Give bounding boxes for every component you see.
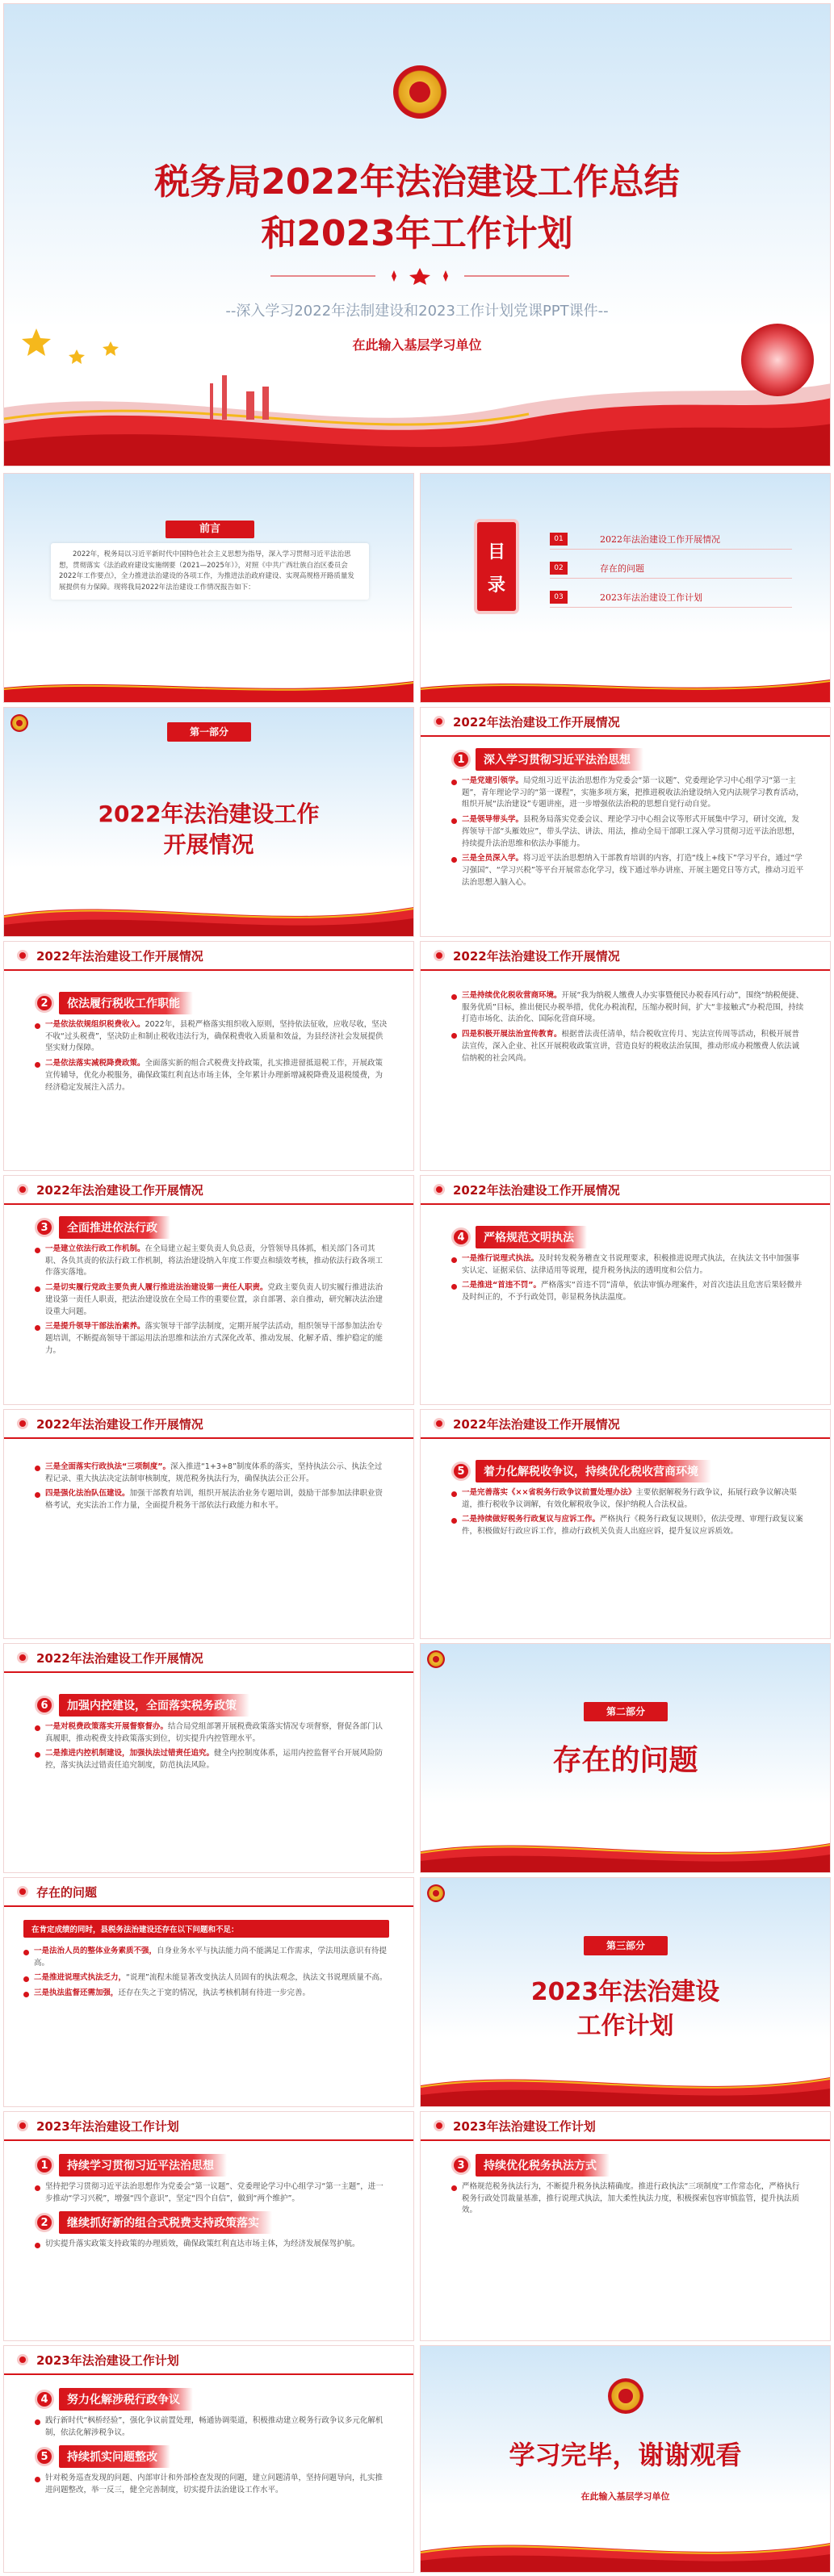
content-slide-s6 [3, 1409, 414, 1639]
bullet-dot-icon [35, 1466, 40, 1471]
section-heading [35, 2445, 389, 2468]
bullet-item [451, 1029, 806, 1064]
bullet-item [35, 1282, 389, 1318]
section-heading [35, 2211, 389, 2234]
slide-header [4, 1878, 413, 1907]
bullet-dot-icon [451, 1491, 457, 1497]
section-title: 加强内控建设，全面落实税务政策 [59, 1694, 249, 1717]
slide-body [451, 2147, 806, 2220]
bullet-text: 自身业务水平与执法能力尚不能满足工作需求，学法用法意识有待提高。 [34, 1947, 388, 1968]
part3-ribbon [421, 2061, 830, 2106]
bullet-text: 及时转发税务稽查文书说理要求，积极推进说理式执法，在执法文书中加强事实认定、证据采信、法律适用等说理，提升税务执法的透明度和公信力。 [462, 1254, 800, 1275]
cover-skyline-ribbon [4, 351, 831, 466]
toc-item-number: 03 [550, 591, 568, 604]
slide-header-title: 2022年法治建设工作开展情况 [453, 948, 620, 964]
bullet-dot-icon [451, 994, 457, 1000]
end-slide [420, 2345, 831, 2573]
bullet-text: 坚持把学习贯彻习近平法治思想作为党委会“第一议题”、党委理论学习中心组学习“第一主题”，进一步推动“学习兴税”，增强“四个意识”，坚定“四个自信”，做到“两个维护”。 [45, 2182, 383, 2203]
bullet-lead: 一是法治人员的整体业务素质不强， [34, 1947, 157, 1955]
end-unit: 在此输入基层学习单位 [580, 2491, 670, 2502]
header-dot-icon [434, 2120, 445, 2131]
bullet-item [23, 1972, 389, 1984]
tax-emblem-small [427, 1650, 445, 1668]
header-dot-icon [434, 950, 445, 961]
bullet-item [451, 776, 806, 811]
slide-header [421, 942, 830, 971]
preface-ribbon [4, 673, 413, 702]
plan-slide-1 [3, 2111, 414, 2341]
bullet-dot-icon [35, 1752, 40, 1758]
part2-tag: 第二部分 [584, 1702, 668, 1721]
bullet-dot-icon [35, 1023, 40, 1029]
bullet-dot-icon [451, 2185, 457, 2191]
bullet-dot-icon [35, 1248, 40, 1253]
section-number: 2 [35, 2213, 54, 2232]
bullet-item [451, 853, 806, 889]
bullet-lead: 四是强化法治队伍建设。 [45, 1489, 130, 1499]
slide-header [421, 1176, 830, 1205]
bullet-dot-icon [23, 1992, 29, 1997]
bullet-item [451, 1514, 806, 1537]
plan-slide-2 [420, 2111, 831, 2341]
bullet-text: 在全局建立起主要负责人负总责，分管领导具体抓，相关部门各司其职、各负其责的依法行政工作机制，将法治建设纳入年度工作要点和绩效考核，推动依法行政各项工作落实落地。 [45, 1244, 383, 1278]
tax-emblem [393, 65, 446, 119]
bullet-text: 县税务局落实党委会议、理论学习中心组会议等形式开展集中学习，研讨交流，发挥领导干部“头雁效应”，带头学法、讲法、用法，推动全局干部职工深入学习贯彻习近平法治思想，持续提升法治思维和依法办事能力。 [462, 815, 800, 848]
bullet-text: 2022年，县税严格落实组织收入原则，坚持依法征收，应收尽收，坚决不收“过头税费”，坚决防止和制止税收违法行为，确保税费收入质量和效益，为县经济社会发展提供坚实财力保障。 [45, 1020, 388, 1053]
toc-item-label: 2022年法治建设工作开展情况 [600, 533, 720, 545]
bullet-item [35, 1488, 389, 1512]
part3-slide [420, 1877, 831, 2107]
bullet-item [35, 2473, 389, 2496]
cover-unit: 在此输入基层学习单位 [352, 337, 482, 353]
toc-slide [420, 473, 831, 703]
section-heading [35, 2154, 389, 2177]
problems-slide [3, 1877, 414, 2107]
bullet-item [451, 1280, 806, 1303]
header-dot-icon [434, 716, 445, 727]
slide-header [421, 708, 830, 737]
bullet-dot-icon [451, 1257, 457, 1263]
bullet-dot-icon [451, 1518, 457, 1524]
bullet-text: 践行新时代“枫桥经验”，强化争议前置处理，畅通协调渠道，积极推动建立税务行政争议多元化解机制，依法化解涉税争议。 [45, 2416, 383, 2437]
content-slide-s5 [420, 1175, 831, 1405]
section-heading [35, 1694, 389, 1717]
bullet-dot-icon [35, 2419, 40, 2425]
toc-item[interactable] [550, 558, 792, 579]
peony-flower-decor [741, 324, 814, 396]
slide-header [421, 2112, 830, 2141]
bullet-item [35, 2181, 389, 2205]
slide-header [4, 1176, 413, 1205]
problems-intro: 在肯定成绩的同时，县税务法治建设还存在以下问题和不足： [23, 1920, 389, 1938]
bullet-dot-icon [35, 1492, 40, 1498]
slide-body [35, 2147, 389, 2254]
slide-header-title: 存在的问题 [36, 1884, 98, 1900]
slide-header [4, 1410, 413, 1439]
bullet-item [35, 1721, 389, 1745]
bullet-lead: 二是推进内控机制建设，加强执法过错责任追究。 [45, 1749, 215, 1758]
section-title: 全面推进依法行政 [59, 1216, 170, 1239]
part1-title-line2: 开展情况 [163, 831, 254, 858]
slide-header-title: 2022年法治建设工作开展情况 [36, 948, 203, 964]
section-title: 依法履行税收工作职能 [59, 992, 193, 1014]
section-title: 继续抓好新的组合式税费支持政策落实 [59, 2211, 272, 2234]
content-slide-s4 [3, 1175, 414, 1405]
part2-slide [420, 1643, 831, 1873]
part1-slide [3, 707, 414, 937]
bullet-text: 将习近平法治思想纳入干部教育培训的内容，打造“线上+线下”学习平台，通过“学习强国”、“学习兴税”等平台开展常态化学习，线下通过举办讲座、开展主题党日等方式，推动习近平法治思想入脑入心。 [462, 854, 804, 887]
header-dot-icon [434, 1184, 445, 1195]
cover-subtitle: --深入学习2022年法制建设和2023工作计划党课PPT课件-- [225, 303, 609, 320]
bullet-text: 还存在失之于宽的情况，执法考核机制有待进一步完善。 [118, 1988, 311, 1998]
content-slide-s8 [3, 1643, 414, 1873]
header-dot-icon [17, 2354, 28, 2365]
bullet-item [451, 990, 806, 1026]
cover-title-line1: 税务局2022年法治建设工作总结 [154, 161, 680, 203]
content-slide-s7 [420, 1409, 831, 1639]
bullet-dot-icon [35, 1325, 40, 1331]
section-heading [451, 1460, 806, 1482]
slide-body [35, 985, 389, 1097]
section-number: 3 [35, 1218, 54, 1237]
slide-header-title: 2022年法治建设工作开展情况 [453, 1182, 620, 1198]
slide-body [35, 1458, 389, 1516]
section-heading [35, 992, 389, 1014]
section-title: 持续优化税务执法方式 [476, 2154, 610, 2177]
bullet-dot-icon [23, 1976, 29, 1982]
bullet-text: 局党组习近平法治思想作为党委会“第一议题”、党委理论学习中心组学习“第一主题”，青年理论学习的“第一课程”，实施多项方案，把推进税收法治建设纳入党内法规学习教育活动，组织开展“法治建设”专题讲座，进一步增强依法治税的思想自觉行动自觉。 [462, 776, 804, 809]
section-heading [451, 1226, 806, 1248]
section-number: 5 [451, 1462, 471, 1481]
header-dot-icon [17, 1886, 28, 1897]
slide-header-title: 2022年法治建设工作开展情况 [453, 1416, 620, 1432]
toc-label-box [477, 522, 516, 611]
bullet-text: 党政主要负责人切实履行推进法治建设第一责任人职责，把法治建设放在全局工作的重要位置，亲自部署、亲自推动，研究解决法治建设重大问题。 [45, 1283, 383, 1316]
toc-item[interactable] [550, 587, 792, 608]
slide-body [35, 2382, 389, 2500]
section-heading [451, 748, 806, 771]
toc-label-line2: 录 [487, 575, 505, 596]
toc-item-number: 02 [550, 562, 568, 575]
bullet-item [23, 1988, 389, 2000]
bullet-item [35, 1058, 389, 1094]
bullet-item [451, 1253, 806, 1277]
preface-slide [3, 473, 414, 703]
part1-title-line1: 2022年法治建设工作 [98, 801, 320, 827]
bullet-lead: 四是积极开展法治宣传教育。 [462, 1030, 562, 1039]
slide-body [23, 1920, 389, 2003]
content-slide-s3 [420, 941, 831, 1171]
slide-header [4, 2112, 413, 2141]
bullet-item [451, 2181, 806, 2217]
bullet-text: 严格规范税务执法行为，不断提升税务执法精确度。推进行政执法“三项制度”工作常态化，严格执行税务行政处罚裁量基准，推行说理式执法，加大柔性执法力度，积极探索包容审慎监管，提升执法质效。 [462, 2182, 800, 2215]
bullet-text: 健全内控制度体系，运用内控监督平台开展风险防控，落实执法过错责任追究制度，防范执法风险。 [45, 1749, 383, 1771]
slide-header [4, 942, 413, 971]
slide-header-title: 2022年法治建设工作开展情况 [36, 1650, 203, 1666]
header-dot-icon [17, 950, 28, 961]
toc-item-label: 2023年法治建设工作计划 [600, 592, 702, 603]
slide-header-title: 2023年法治建设工作计划 [36, 2118, 179, 2134]
slide-body [451, 742, 806, 892]
section-title: 持续抓实问题整改 [59, 2445, 170, 2468]
bullet-lead: 二是推进说理式执法乏力， [34, 1973, 127, 1983]
bullet-lead: 三是提升领导干部法治素养。 [45, 1322, 145, 1332]
part3-title-line1: 2023年法治建设 [530, 1978, 720, 2006]
header-dot-icon [17, 1652, 28, 1663]
bullet-lead: 一是依法依规组织税费收入。 [45, 1020, 145, 1029]
part1-ribbon [4, 891, 413, 936]
toc-item-label: 存在的问题 [600, 562, 644, 574]
stars-divider [270, 267, 569, 285]
preface-label: 前言 [166, 521, 254, 538]
bullet-lead: 一是推行说理式执法。 [462, 1254, 539, 1263]
bullet-lead: 三是全员深入学。 [462, 854, 524, 864]
slide-header-title: 2022年法治建设工作开展情况 [36, 1182, 203, 1198]
slide-body [35, 1210, 389, 1360]
slide-header-title: 2023年法治建设工作计划 [36, 2352, 179, 2368]
bullet-item [35, 1748, 389, 1771]
bullet-dot-icon [451, 818, 457, 824]
bullet-dot-icon [23, 1950, 29, 1955]
part3-tag: 第三部分 [584, 1936, 668, 1955]
bullet-item [35, 2239, 389, 2251]
bullet-item [35, 1244, 389, 1279]
bullet-dot-icon [451, 780, 457, 785]
slide-body [35, 1687, 389, 1775]
section-number: 4 [451, 1227, 471, 1247]
slide-header-title: 2022年法治建设工作开展情况 [453, 714, 620, 730]
bullet-lead: 三是执法监督还需加强， [34, 1988, 119, 1998]
section-number: 3 [451, 2156, 471, 2175]
part1-tag: 第一部分 [167, 722, 251, 742]
bullet-item [23, 1946, 389, 1969]
content-slide-s2 [3, 941, 414, 1171]
slide-body [451, 1453, 806, 1541]
slide-header [4, 2346, 413, 2375]
bullet-text: 严格落实“首违不罚”清单，依法审慎办理案件，对首次违法且危害后果轻微并及时纠正的，不予行政处罚，彰显税务执法温度。 [462, 1281, 803, 1303]
section-title: 深入学习贯彻习近平法治思想 [476, 748, 643, 771]
bullet-text: 严格执行《税务行政复议规则》，依法受理、审理行政复议案件，积极做好行政应诉工作，推动行政机关负责人出庭应诉，提升复议应诉质效。 [462, 1515, 803, 1537]
bullet-text: 开展“我为纳税人缴费人办实事暨便民办税春风行动”，围绕“纳税便捷、服务优质”目标，推出便民办税举措，优化办税流程，压缩办税时间，扩大“非接触式”办税范围，持续打造市场化、法治化、国际化营商环境。 [462, 991, 804, 1024]
bullet-lead: 二是持续做好税务行政复议与应诉工作。 [462, 1515, 601, 1524]
part3-title-line2: 工作计划 [576, 2012, 674, 2040]
part2-title: 存在的问题 [552, 1744, 698, 1777]
bullet-text: 主要依据解税务行政争议，拓展行政争议解决渠道，推行税收争议调解，有效化解税收争议，保护纳税人合法权益。 [462, 1488, 797, 1509]
bullet-dot-icon [35, 1062, 40, 1068]
slide-header-title: 2022年法治建设工作开展情况 [36, 1416, 203, 1432]
bullet-text: 针对税务巡查发现的问题、内部审计和外部检查发现的问题，建立问题清单，坚持问题导向，扎实推进问题整改，举一反三，健全完善制度，切实提升法治建设工作水平。 [45, 2474, 383, 2495]
content-slide-s1 [420, 707, 831, 937]
bullet-lead: 二是领导带头学。 [462, 815, 524, 825]
bullet-text: 根据普法责任清单，结合税收宣传月、宪法宣传周等活动，积极开展普法宣传，深入企业、社区开展税收政策宣讲，营造良好的税收法治氛围，推动形成办税缴费人依法诚信纳税的社会风尚。 [462, 1030, 800, 1063]
bullet-dot-icon [35, 2243, 40, 2248]
bullet-item [35, 1321, 389, 1357]
toc-label-line1: 目 [487, 542, 505, 562]
slide-header-title: 2023年法治建设工作计划 [453, 2118, 596, 2134]
bullet-dot-icon [451, 857, 457, 863]
section-heading [451, 2154, 806, 2177]
section-number: 4 [35, 2390, 54, 2409]
bullet-lead: 三是持续优化税收营商环境。 [462, 991, 562, 1000]
section-title: 努力化解涉税行政争议 [59, 2388, 193, 2411]
tax-emblem [608, 2378, 643, 2414]
bullet-dot-icon [451, 1033, 457, 1039]
bullet-dot-icon [35, 2185, 40, 2191]
end-ribbon [421, 2527, 830, 2572]
bullet-lead: 二是推进“首违不罚”。 [462, 1281, 541, 1290]
bullet-text: 落实领导干部学法制度，定期开展学法活动，组织领导干部参加法治专题培训，不断提高领导干部运用法治思维和法治方式深化改革、推动发展、化解矛盾、维护稳定的能力。 [45, 1322, 383, 1355]
section-title: 严格规范文明执法 [476, 1226, 587, 1248]
tax-emblem-small [427, 1884, 445, 1902]
bullet-text: 结合局党组部署开展税费政策落实情况专项督察，督促各部门认真履职，推动税费支持政策落实到位，切实提升内控管理水平。 [45, 1722, 383, 1743]
cover-slide [3, 3, 831, 466]
bullet-item [35, 1462, 389, 1485]
bullet-text: 全面落实新的组合式税费支持政策，扎实推进留抵退税工作，开展政策宣传辅导，优化办税服务，确保政策红利直达市场主体，全年累计办理新增减税降费及退税缓费，为经济稳定发展注入活力。 [45, 1059, 383, 1092]
toc-item-number: 01 [550, 533, 568, 546]
bullet-text: “说理”流程未能显著改变执法人员固有的执法观念，执法文书说理质量不高。 [126, 1973, 388, 1983]
bullet-dot-icon [35, 1286, 40, 1292]
section-heading [35, 2388, 389, 2411]
bullet-dot-icon [35, 1725, 40, 1731]
bullet-lead: 一是建立依法行政工作机制。 [45, 1244, 145, 1253]
cover-title-line2: 和2023年工作计划 [261, 213, 573, 254]
bullet-item [35, 2415, 389, 2439]
bullet-lead: 二是切实履行党政主要负责人履行推进法治建设第一责任人职责。 [45, 1283, 268, 1293]
slide-body [451, 987, 806, 1068]
part2-ribbon [421, 1827, 830, 1872]
bullet-lead: 一是党建引领学。 [462, 776, 524, 785]
bullet-lead: 二是依法落实减税降费政策。 [45, 1059, 145, 1068]
tax-emblem-small [10, 714, 28, 732]
end-title: 学习完毕，谢谢观看 [509, 2440, 742, 2470]
bullet-text: 切实提升落实政策支持政策的办理质效，确保政策红利直达市场主体，为经济发展保驾护航。 [45, 2239, 360, 2249]
section-number: 1 [35, 2156, 54, 2175]
bullet-dot-icon [451, 1284, 457, 1290]
header-dot-icon [17, 2120, 28, 2131]
slide-body [451, 1219, 806, 1307]
section-heading [35, 1216, 389, 1239]
section-number: 2 [35, 993, 54, 1013]
bullet-text: 加强干部教育培训，组织开展法治业务专题培训，鼓励干部参加法律职业资格考试，充实法治工作力量，全面提升税务干部依法行政能力和水平。 [45, 1489, 383, 1511]
section-number: 5 [35, 2447, 54, 2466]
toc-item[interactable] [550, 529, 792, 550]
preface-text: 2022年，税务局以习近平新时代中国特色社会主义思想为指导，深入学习贯彻习近平法治思想，贯彻落实《法治政府建设实施纲要（2021—2025年）》，对照《中共广西壮族自治区委员会2022年工作要点》，全力推进法治建设的各项工作，为推进法治政府建设、实现高规格开路质量发展提供有力保障。现将我局2022年法治建设工作情况报告如下： [51, 543, 369, 600]
section-title: 持续学习贯彻习近平法治思想 [59, 2154, 227, 2177]
slide-header [421, 1410, 830, 1439]
bullet-lead: 一是完善落实《××省税务行政争议前置处理办法》 [462, 1488, 636, 1497]
plan-slide-3 [3, 2345, 414, 2573]
bullet-text: 深入推进“1+3+8”制度体系的落实，坚持执法公示、执法全过程记录、重大执法决定法制审核制度，规范税务执法行为，确保执法公正公开。 [45, 1462, 383, 1483]
header-dot-icon [17, 1184, 28, 1195]
bullet-lead: 三是全面落实行政执法“三项制度”。 [45, 1462, 170, 1471]
toc-list [550, 529, 792, 608]
toc-ribbon [421, 670, 830, 702]
bullet-item [451, 1487, 806, 1511]
header-dot-icon [17, 1418, 28, 1429]
bullet-item [451, 814, 806, 850]
header-dot-icon [434, 1418, 445, 1429]
bullet-lead: 一是对税费政策落实开展督察督办。 [45, 1722, 169, 1731]
bullet-dot-icon [35, 2477, 40, 2482]
section-title: 着力化解税收争议，持续优化税收营商环境 [476, 1460, 711, 1482]
section-number: 1 [451, 750, 471, 769]
slide-header [4, 1644, 413, 1673]
section-number: 6 [35, 1696, 54, 1715]
bullet-item [35, 1019, 389, 1055]
